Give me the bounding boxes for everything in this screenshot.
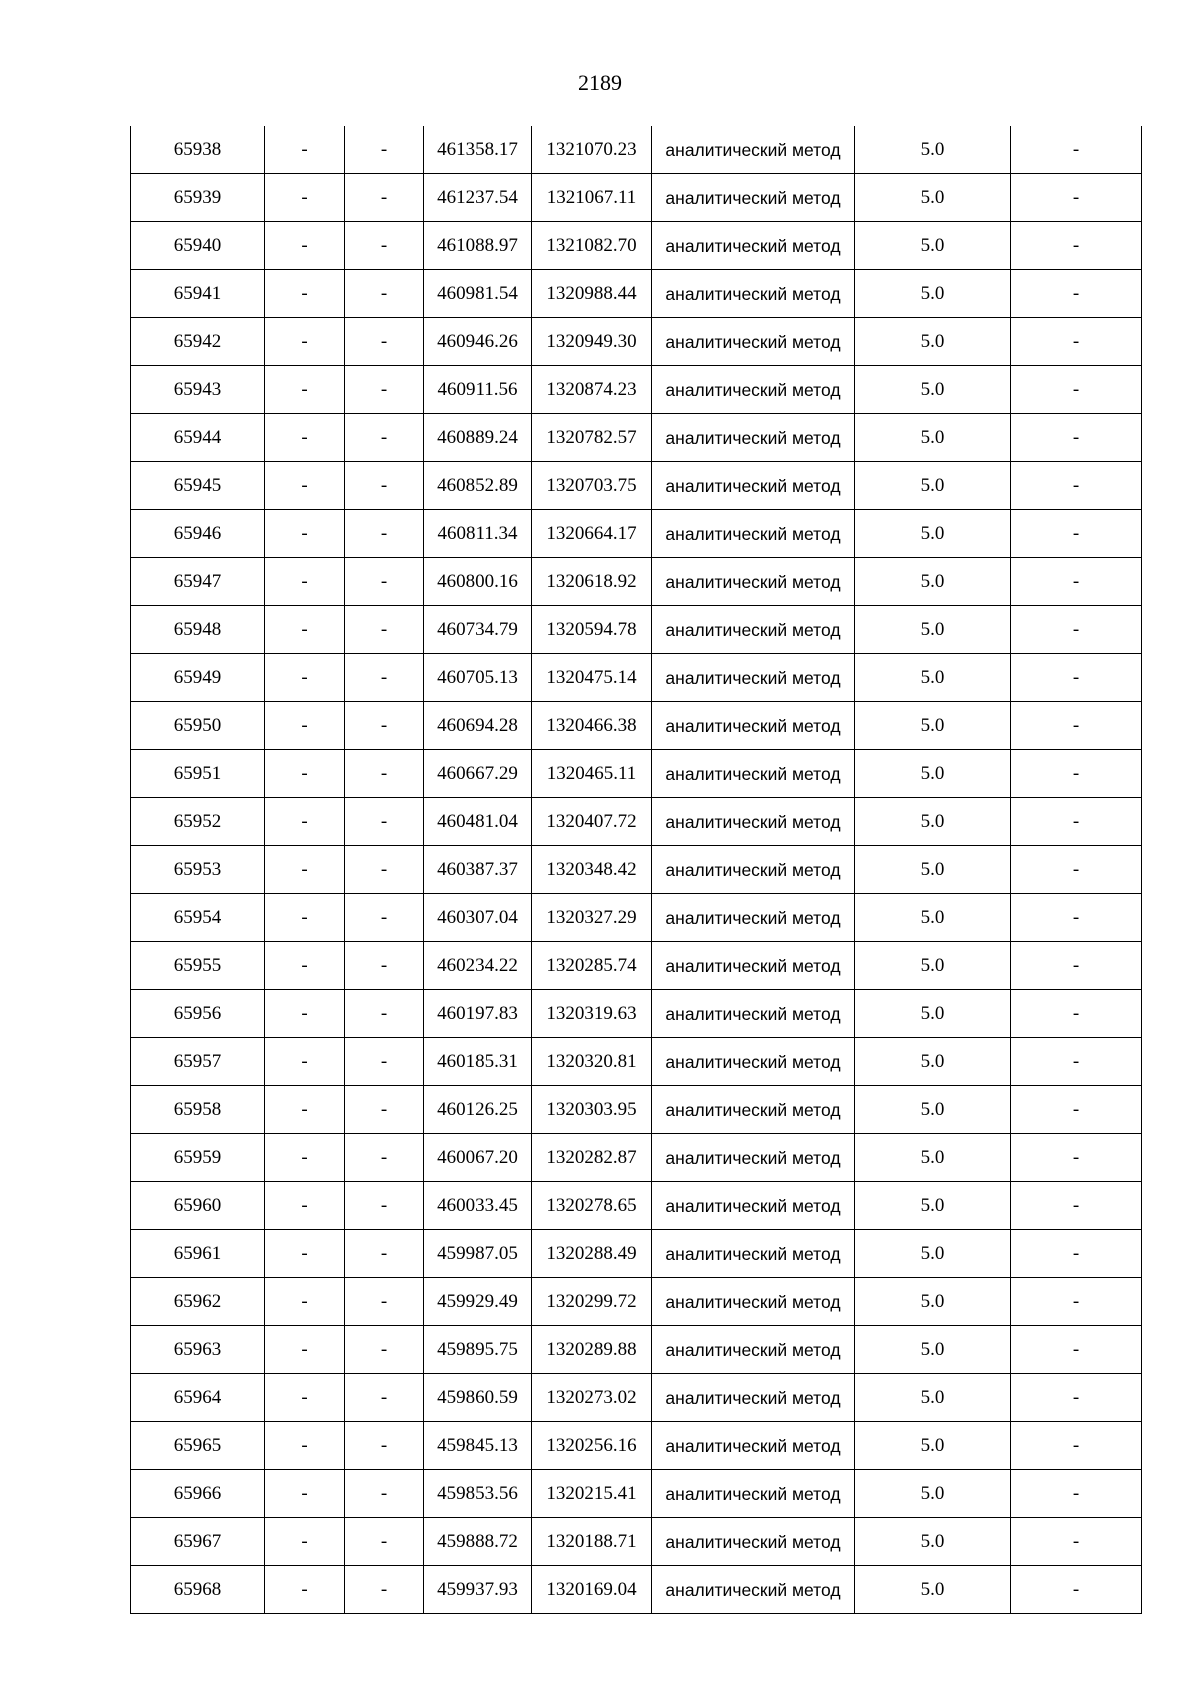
accuracy-cell: 5.0 [855, 606, 1011, 654]
accuracy-cell: 5.0 [855, 1086, 1011, 1134]
empty-cell-c: - [1011, 1470, 1142, 1518]
x-coordinate-cell: 460033.45 [424, 1182, 532, 1230]
empty-cell-b: - [345, 1470, 424, 1518]
x-coordinate-cell: 461237.54 [424, 174, 532, 222]
accuracy-cell: 5.0 [855, 270, 1011, 318]
y-coordinate-cell: 1320188.71 [532, 1518, 652, 1566]
method-cell: аналитический метод [652, 654, 855, 702]
empty-cell-b: - [345, 1422, 424, 1470]
empty-cell-c: - [1011, 174, 1142, 222]
table-row [131, 654, 1142, 702]
accuracy-cell: 5.0 [855, 1182, 1011, 1230]
table-row [131, 462, 1142, 510]
accuracy-cell: 5.0 [855, 942, 1011, 990]
y-coordinate-cell: 1320782.57 [532, 414, 652, 462]
point-number-cell: 65950 [131, 702, 265, 750]
method-cell: аналитический метод [652, 1038, 855, 1086]
point-number-cell: 65968 [131, 1566, 265, 1614]
x-coordinate-cell: 460481.04 [424, 798, 532, 846]
empty-cell-b: - [345, 366, 424, 414]
empty-cell-b: - [345, 462, 424, 510]
empty-cell-b: - [345, 846, 424, 894]
empty-cell-a: - [265, 1374, 345, 1422]
x-coordinate-cell: 459895.75 [424, 1326, 532, 1374]
empty-cell-a: - [265, 846, 345, 894]
method-cell: аналитический метод [652, 942, 855, 990]
empty-cell-b: - [345, 1086, 424, 1134]
method-cell: аналитический метод [652, 1230, 855, 1278]
method-cell: аналитический метод [652, 702, 855, 750]
empty-cell-b: - [345, 606, 424, 654]
point-number-cell: 65953 [131, 846, 265, 894]
point-number-cell: 65954 [131, 894, 265, 942]
empty-cell-a: - [265, 510, 345, 558]
empty-cell-c: - [1011, 318, 1142, 366]
accuracy-cell: 5.0 [855, 846, 1011, 894]
empty-cell-b: - [345, 1374, 424, 1422]
y-coordinate-cell: 1320407.72 [532, 798, 652, 846]
accuracy-cell: 5.0 [855, 1278, 1011, 1326]
accuracy-cell: 5.0 [855, 1518, 1011, 1566]
x-coordinate-cell: 459860.59 [424, 1374, 532, 1422]
y-coordinate-cell: 1320215.41 [532, 1470, 652, 1518]
table-row [131, 702, 1142, 750]
accuracy-cell: 5.0 [855, 126, 1011, 174]
empty-cell-b: - [345, 1182, 424, 1230]
y-coordinate-cell: 1320289.88 [532, 1326, 652, 1374]
empty-cell-c: - [1011, 894, 1142, 942]
x-coordinate-cell: 459888.72 [424, 1518, 532, 1566]
empty-cell-a: - [265, 1230, 345, 1278]
table-row [131, 1278, 1142, 1326]
empty-cell-c: - [1011, 366, 1142, 414]
point-number-cell: 65957 [131, 1038, 265, 1086]
empty-cell-c: - [1011, 1230, 1142, 1278]
x-coordinate-cell: 460126.25 [424, 1086, 532, 1134]
table-row [131, 414, 1142, 462]
y-coordinate-cell: 1320278.65 [532, 1182, 652, 1230]
table-row [131, 798, 1142, 846]
accuracy-cell: 5.0 [855, 750, 1011, 798]
method-cell: аналитический метод [652, 222, 855, 270]
table-row [131, 270, 1142, 318]
accuracy-cell: 5.0 [855, 318, 1011, 366]
empty-cell-b: - [345, 1278, 424, 1326]
x-coordinate-cell: 460234.22 [424, 942, 532, 990]
accuracy-cell: 5.0 [855, 894, 1011, 942]
empty-cell-a: - [265, 1038, 345, 1086]
accuracy-cell: 5.0 [855, 414, 1011, 462]
empty-cell-c: - [1011, 1134, 1142, 1182]
table-body [131, 126, 1142, 1614]
method-cell: аналитический метод [652, 1182, 855, 1230]
point-number-cell: 65942 [131, 318, 265, 366]
empty-cell-a: - [265, 750, 345, 798]
empty-cell-a: - [265, 414, 345, 462]
accuracy-cell: 5.0 [855, 1374, 1011, 1422]
coordinates-table [130, 126, 1142, 1614]
y-coordinate-cell: 1320288.49 [532, 1230, 652, 1278]
empty-cell-a: - [265, 126, 345, 174]
empty-cell-c: - [1011, 846, 1142, 894]
empty-cell-b: - [345, 1518, 424, 1566]
table-row [131, 366, 1142, 414]
empty-cell-b: - [345, 750, 424, 798]
y-coordinate-cell: 1320299.72 [532, 1278, 652, 1326]
empty-cell-c: - [1011, 414, 1142, 462]
empty-cell-c: - [1011, 510, 1142, 558]
accuracy-cell: 5.0 [855, 1134, 1011, 1182]
y-coordinate-cell: 1320282.87 [532, 1134, 652, 1182]
empty-cell-c: - [1011, 1374, 1142, 1422]
point-number-cell: 65966 [131, 1470, 265, 1518]
empty-cell-c: - [1011, 654, 1142, 702]
y-coordinate-cell: 1320466.38 [532, 702, 652, 750]
table-row [131, 1230, 1142, 1278]
method-cell: аналитический метод [652, 1470, 855, 1518]
empty-cell-b: - [345, 222, 424, 270]
empty-cell-a: - [265, 654, 345, 702]
empty-cell-b: - [345, 894, 424, 942]
method-cell: аналитический метод [652, 414, 855, 462]
method-cell: аналитический метод [652, 126, 855, 174]
method-cell: аналитический метод [652, 894, 855, 942]
accuracy-cell: 5.0 [855, 1326, 1011, 1374]
method-cell: аналитический метод [652, 510, 855, 558]
point-number-cell: 65947 [131, 558, 265, 606]
table-row [131, 990, 1142, 1038]
empty-cell-c: - [1011, 1566, 1142, 1614]
method-cell: аналитический метод [652, 1086, 855, 1134]
table-row [131, 1134, 1142, 1182]
y-coordinate-cell: 1320618.92 [532, 558, 652, 606]
point-number-cell: 65959 [131, 1134, 265, 1182]
empty-cell-c: - [1011, 798, 1142, 846]
table-row [131, 222, 1142, 270]
point-number-cell: 65951 [131, 750, 265, 798]
point-number-cell: 65940 [131, 222, 265, 270]
empty-cell-a: - [265, 1278, 345, 1326]
table-row [131, 318, 1142, 366]
method-cell: аналитический метод [652, 558, 855, 606]
point-number-cell: 65938 [131, 126, 265, 174]
empty-cell-a: - [265, 1470, 345, 1518]
point-number-cell: 65958 [131, 1086, 265, 1134]
x-coordinate-cell: 460734.79 [424, 606, 532, 654]
empty-cell-b: - [345, 990, 424, 1038]
accuracy-cell: 5.0 [855, 654, 1011, 702]
x-coordinate-cell: 460852.89 [424, 462, 532, 510]
empty-cell-c: - [1011, 702, 1142, 750]
empty-cell-a: - [265, 1326, 345, 1374]
x-coordinate-cell: 460067.20 [424, 1134, 532, 1182]
point-number-cell: 65961 [131, 1230, 265, 1278]
point-number-cell: 65943 [131, 366, 265, 414]
y-coordinate-cell: 1320703.75 [532, 462, 652, 510]
y-coordinate-cell: 1320285.74 [532, 942, 652, 990]
x-coordinate-cell: 460387.37 [424, 846, 532, 894]
empty-cell-a: - [265, 990, 345, 1038]
empty-cell-c: - [1011, 990, 1142, 1038]
method-cell: аналитический метод [652, 318, 855, 366]
y-coordinate-cell: 1321067.11 [532, 174, 652, 222]
x-coordinate-cell: 461088.97 [424, 222, 532, 270]
empty-cell-b: - [345, 1134, 424, 1182]
method-cell: аналитический метод [652, 174, 855, 222]
table-row [131, 1182, 1142, 1230]
empty-cell-c: - [1011, 1278, 1142, 1326]
table-row [131, 174, 1142, 222]
empty-cell-a: - [265, 1134, 345, 1182]
empty-cell-a: - [265, 462, 345, 510]
y-coordinate-cell: 1320348.42 [532, 846, 652, 894]
x-coordinate-cell: 459845.13 [424, 1422, 532, 1470]
x-coordinate-cell: 460694.28 [424, 702, 532, 750]
empty-cell-c: - [1011, 1518, 1142, 1566]
empty-cell-a: - [265, 894, 345, 942]
method-cell: аналитический метод [652, 606, 855, 654]
point-number-cell: 65939 [131, 174, 265, 222]
y-coordinate-cell: 1320320.81 [532, 1038, 652, 1086]
empty-cell-a: - [265, 942, 345, 990]
empty-cell-c: - [1011, 1326, 1142, 1374]
y-coordinate-cell: 1320988.44 [532, 270, 652, 318]
empty-cell-a: - [265, 174, 345, 222]
method-cell: аналитический метод [652, 462, 855, 510]
accuracy-cell: 5.0 [855, 990, 1011, 1038]
method-cell: аналитический метод [652, 990, 855, 1038]
accuracy-cell: 5.0 [855, 1230, 1011, 1278]
x-coordinate-cell: 459937.93 [424, 1566, 532, 1614]
method-cell: аналитический метод [652, 798, 855, 846]
empty-cell-a: - [265, 1422, 345, 1470]
point-number-cell: 65949 [131, 654, 265, 702]
method-cell: аналитический метод [652, 750, 855, 798]
empty-cell-a: - [265, 1566, 345, 1614]
y-coordinate-cell: 1320874.23 [532, 366, 652, 414]
empty-cell-b: - [345, 654, 424, 702]
accuracy-cell: 5.0 [855, 558, 1011, 606]
method-cell: аналитический метод [652, 366, 855, 414]
method-cell: аналитический метод [652, 1374, 855, 1422]
empty-cell-b: - [345, 414, 424, 462]
x-coordinate-cell: 460889.24 [424, 414, 532, 462]
empty-cell-a: - [265, 222, 345, 270]
y-coordinate-cell: 1320594.78 [532, 606, 652, 654]
empty-cell-b: - [345, 270, 424, 318]
empty-cell-a: - [265, 270, 345, 318]
empty-cell-b: - [345, 1326, 424, 1374]
x-coordinate-cell: 459987.05 [424, 1230, 532, 1278]
empty-cell-c: - [1011, 606, 1142, 654]
empty-cell-a: - [265, 798, 345, 846]
table-row [131, 1518, 1142, 1566]
accuracy-cell: 5.0 [855, 462, 1011, 510]
accuracy-cell: 5.0 [855, 510, 1011, 558]
empty-cell-c: - [1011, 1086, 1142, 1134]
method-cell: аналитический метод [652, 846, 855, 894]
y-coordinate-cell: 1320475.14 [532, 654, 652, 702]
x-coordinate-cell: 460667.29 [424, 750, 532, 798]
table-row [131, 606, 1142, 654]
method-cell: аналитический метод [652, 1422, 855, 1470]
empty-cell-b: - [345, 942, 424, 990]
x-coordinate-cell: 460185.31 [424, 1038, 532, 1086]
empty-cell-c: - [1011, 750, 1142, 798]
empty-cell-c: - [1011, 1182, 1142, 1230]
table-row [131, 558, 1142, 606]
empty-cell-c: - [1011, 942, 1142, 990]
method-cell: аналитический метод [652, 1134, 855, 1182]
point-number-cell: 65952 [131, 798, 265, 846]
point-number-cell: 65964 [131, 1374, 265, 1422]
table-row [131, 1470, 1142, 1518]
empty-cell-b: - [345, 510, 424, 558]
x-coordinate-cell: 459929.49 [424, 1278, 532, 1326]
y-coordinate-cell: 1321070.23 [532, 126, 652, 174]
y-coordinate-cell: 1320273.02 [532, 1374, 652, 1422]
empty-cell-b: - [345, 1566, 424, 1614]
y-coordinate-cell: 1320327.29 [532, 894, 652, 942]
table-row [131, 894, 1142, 942]
empty-cell-a: - [265, 558, 345, 606]
method-cell: аналитический метод [652, 1326, 855, 1374]
x-coordinate-cell: 460811.34 [424, 510, 532, 558]
empty-cell-b: - [345, 702, 424, 750]
empty-cell-c: - [1011, 558, 1142, 606]
empty-cell-c: - [1011, 270, 1142, 318]
empty-cell-b: - [345, 174, 424, 222]
y-coordinate-cell: 1320664.17 [532, 510, 652, 558]
point-number-cell: 65955 [131, 942, 265, 990]
x-coordinate-cell: 460981.54 [424, 270, 532, 318]
x-coordinate-cell: 460946.26 [424, 318, 532, 366]
accuracy-cell: 5.0 [855, 1470, 1011, 1518]
method-cell: аналитический метод [652, 1518, 855, 1566]
accuracy-cell: 5.0 [855, 1038, 1011, 1086]
y-coordinate-cell: 1320169.04 [532, 1566, 652, 1614]
table-row [131, 1038, 1142, 1086]
accuracy-cell: 5.0 [855, 222, 1011, 270]
table-row [131, 846, 1142, 894]
table-row [131, 1086, 1142, 1134]
x-coordinate-cell: 460705.13 [424, 654, 532, 702]
empty-cell-b: - [345, 1038, 424, 1086]
accuracy-cell: 5.0 [855, 702, 1011, 750]
accuracy-cell: 5.0 [855, 798, 1011, 846]
empty-cell-c: - [1011, 1422, 1142, 1470]
x-coordinate-cell: 460307.04 [424, 894, 532, 942]
point-number-cell: 65965 [131, 1422, 265, 1470]
empty-cell-a: - [265, 1182, 345, 1230]
empty-cell-a: - [265, 606, 345, 654]
point-number-cell: 65967 [131, 1518, 265, 1566]
empty-cell-a: - [265, 1518, 345, 1566]
table-row [131, 1374, 1142, 1422]
x-coordinate-cell: 460197.83 [424, 990, 532, 1038]
table-row [131, 1422, 1142, 1470]
point-number-cell: 65946 [131, 510, 265, 558]
empty-cell-b: - [345, 126, 424, 174]
empty-cell-b: - [345, 798, 424, 846]
point-number-cell: 65960 [131, 1182, 265, 1230]
method-cell: аналитический метод [652, 1566, 855, 1614]
point-number-cell: 65944 [131, 414, 265, 462]
table-row [131, 750, 1142, 798]
empty-cell-a: - [265, 1086, 345, 1134]
y-coordinate-cell: 1320319.63 [532, 990, 652, 1038]
y-coordinate-cell: 1320303.95 [532, 1086, 652, 1134]
point-number-cell: 65963 [131, 1326, 265, 1374]
x-coordinate-cell: 461358.17 [424, 126, 532, 174]
empty-cell-c: - [1011, 1038, 1142, 1086]
point-number-cell: 65956 [131, 990, 265, 1038]
table-row [131, 1326, 1142, 1374]
y-coordinate-cell: 1321082.70 [532, 222, 652, 270]
method-cell: аналитический метод [652, 270, 855, 318]
table-row [131, 1566, 1142, 1614]
page-number: 2189 [578, 70, 622, 95]
y-coordinate-cell: 1320256.16 [532, 1422, 652, 1470]
empty-cell-a: - [265, 366, 345, 414]
accuracy-cell: 5.0 [855, 1566, 1011, 1614]
accuracy-cell: 5.0 [855, 174, 1011, 222]
x-coordinate-cell: 459853.56 [424, 1470, 532, 1518]
y-coordinate-cell: 1320465.11 [532, 750, 652, 798]
accuracy-cell: 5.0 [855, 1422, 1011, 1470]
table-row [131, 126, 1142, 174]
empty-cell-c: - [1011, 126, 1142, 174]
table-row [131, 942, 1142, 990]
empty-cell-b: - [345, 318, 424, 366]
empty-cell-b: - [345, 558, 424, 606]
empty-cell-c: - [1011, 222, 1142, 270]
accuracy-cell: 5.0 [855, 366, 1011, 414]
y-coordinate-cell: 1320949.30 [532, 318, 652, 366]
empty-cell-b: - [345, 1230, 424, 1278]
point-number-cell: 65948 [131, 606, 265, 654]
empty-cell-a: - [265, 318, 345, 366]
method-cell: аналитический метод [652, 1278, 855, 1326]
x-coordinate-cell: 460911.56 [424, 366, 532, 414]
point-number-cell: 65945 [131, 462, 265, 510]
empty-cell-a: - [265, 702, 345, 750]
point-number-cell: 65962 [131, 1278, 265, 1326]
point-number-cell: 65941 [131, 270, 265, 318]
table-row [131, 510, 1142, 558]
empty-cell-c: - [1011, 462, 1142, 510]
x-coordinate-cell: 460800.16 [424, 558, 532, 606]
